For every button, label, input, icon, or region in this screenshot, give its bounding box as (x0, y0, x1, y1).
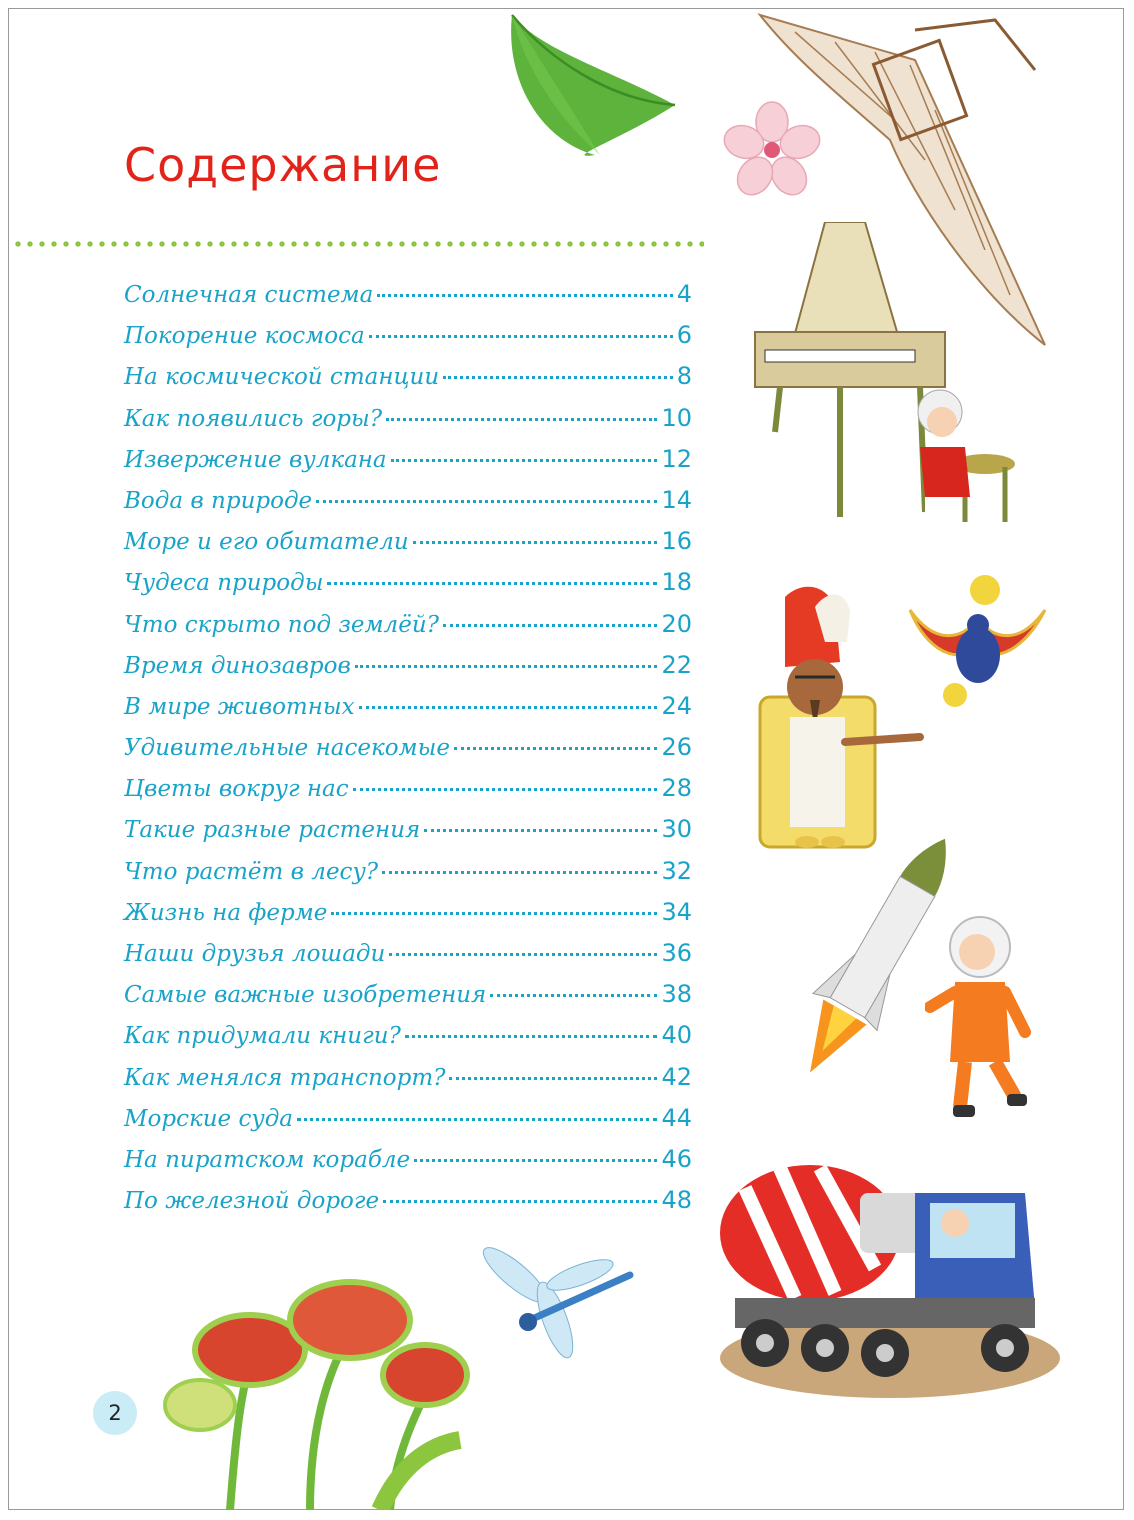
toc-leader (414, 1159, 657, 1162)
toc-item-title: Морские суда (124, 1105, 293, 1132)
toc-leader (316, 500, 657, 503)
page-title: Содержание (124, 138, 442, 192)
toc-item-page: 12 (661, 444, 692, 473)
toc-item-title: Как придумали книги? (124, 1023, 401, 1050)
toc-leader (355, 665, 658, 668)
toc-item-page: 30 (661, 815, 692, 844)
toc-item[interactable] (124, 774, 692, 815)
toc-item[interactable] (124, 1021, 692, 1062)
toc-item[interactable] (124, 1145, 692, 1186)
toc-leader (386, 418, 657, 421)
toc-item-page: 10 (661, 403, 692, 432)
toc-item[interactable] (124, 610, 692, 651)
toc-leader (353, 788, 658, 791)
toc-item-page: 40 (661, 1021, 692, 1050)
toc-leader (413, 541, 658, 544)
toc-item-page: 48 (661, 1186, 692, 1215)
toc-item-page: 14 (661, 485, 692, 514)
toc-item-title: Солнечная система (124, 282, 374, 308)
toc-item-page: 6 (676, 321, 692, 350)
toc-leader (327, 582, 657, 585)
toc-item[interactable] (124, 692, 692, 733)
toc-item-title: Извержение вулкана (124, 446, 387, 473)
toc-item-page: 24 (661, 691, 692, 720)
toc-item-title: В мире животных (124, 693, 355, 720)
toc-item[interactable] (124, 1063, 692, 1104)
toc-item-title: Жизнь на ферме (124, 899, 328, 926)
toc-item-title: Чудеса природы (124, 570, 324, 597)
toc-item-page: 18 (661, 568, 692, 597)
toc-item[interactable] (124, 486, 692, 527)
toc-item[interactable] (124, 815, 692, 856)
toc-item-page: 46 (661, 1144, 692, 1173)
dragonfly-icon (470, 1230, 635, 1360)
toc-leader (443, 376, 673, 379)
toc-item-title: Как появились горы? (124, 405, 383, 432)
toc-item[interactable] (124, 898, 692, 939)
toc-leader (297, 1118, 657, 1121)
toc-item[interactable] (124, 280, 692, 321)
toc-leader (382, 871, 657, 874)
toc-item[interactable] (124, 939, 692, 980)
table-of-contents (124, 280, 692, 1227)
toc-leader (391, 459, 658, 462)
toc-item-page: 16 (661, 527, 692, 556)
toc-item-page: 38 (661, 980, 692, 1009)
toc-leader (359, 706, 658, 709)
toc-item-title: По железной дороге (124, 1188, 380, 1215)
toc-leader (369, 335, 673, 338)
toc-item[interactable] (124, 857, 692, 898)
toc-item-title: Удивительные насекомые (124, 735, 450, 762)
toc-leader (377, 294, 672, 297)
toc-leader (454, 747, 658, 750)
toc-leader (424, 829, 657, 832)
toc-item-title: Покорение космоса (124, 323, 365, 350)
toc-item-page: 44 (661, 1103, 692, 1132)
toc-leader (383, 1200, 657, 1203)
toc-item[interactable] (124, 568, 692, 609)
page-number-badge: 2 (93, 1391, 137, 1435)
toc-item-page: 36 (661, 939, 692, 967)
toc-item[interactable] (124, 1104, 692, 1145)
venus-flytrap-icon (160, 1265, 470, 1510)
toc-item-page: 28 (661, 774, 692, 803)
toc-item-title: Что растёт в лесу? (124, 858, 379, 885)
dotted-divider (12, 240, 704, 248)
toc-item-page: 26 (661, 733, 692, 762)
toc-leader (405, 1035, 658, 1038)
toc-item-page: 32 (661, 856, 692, 885)
toc-item[interactable] (124, 404, 692, 445)
toc-item-title: На пиратском корабле (124, 1146, 411, 1173)
toc-leader (490, 994, 657, 997)
toc-item-page: 22 (661, 650, 692, 679)
toc-item[interactable] (124, 980, 692, 1021)
harpsichord-musician-icon (750, 222, 1020, 532)
concrete-mixer-truck-icon (715, 1158, 1060, 1403)
toc-item[interactable] (124, 445, 692, 486)
cosmonaut-icon (925, 912, 1035, 1122)
toc-item-title: Море и его обитатели (124, 529, 409, 556)
toc-item-page: 4 (676, 280, 692, 308)
toc-item-title: Такие разные растения (124, 817, 421, 844)
toc-item-title: Самые важные изобретения (124, 982, 487, 1009)
toc-item[interactable] (124, 1186, 692, 1227)
toc-item-title: Как менялся транспорт? (124, 1064, 446, 1091)
toc-item-title: Вода в природе (124, 487, 313, 514)
scarab-icon (900, 570, 1055, 720)
toc-item-page: 34 (661, 897, 692, 926)
toc-item[interactable] (124, 321, 692, 362)
toc-item-title: Что скрыто под землёй? (124, 611, 439, 638)
toc-leader (449, 1077, 657, 1080)
toc-item-title: Наши друзья лошади (124, 941, 386, 967)
toc-item[interactable] (124, 527, 692, 568)
toc-item[interactable] (124, 651, 692, 692)
toc-item-title: На космической станции (124, 364, 440, 391)
leaf-icon (500, 10, 685, 160)
toc-leader (443, 624, 657, 627)
toc-item-page: 20 (661, 609, 692, 638)
toc-leader (389, 953, 657, 956)
toc-item[interactable] (124, 362, 692, 403)
toc-item-title: Цветы вокруг нас (124, 776, 349, 803)
toc-item-page: 8 (676, 362, 692, 391)
toc-item[interactable] (124, 733, 692, 774)
toc-leader (331, 912, 657, 915)
toc-item-title: Время динозавров (124, 652, 351, 679)
toc-item-page: 42 (661, 1062, 692, 1091)
